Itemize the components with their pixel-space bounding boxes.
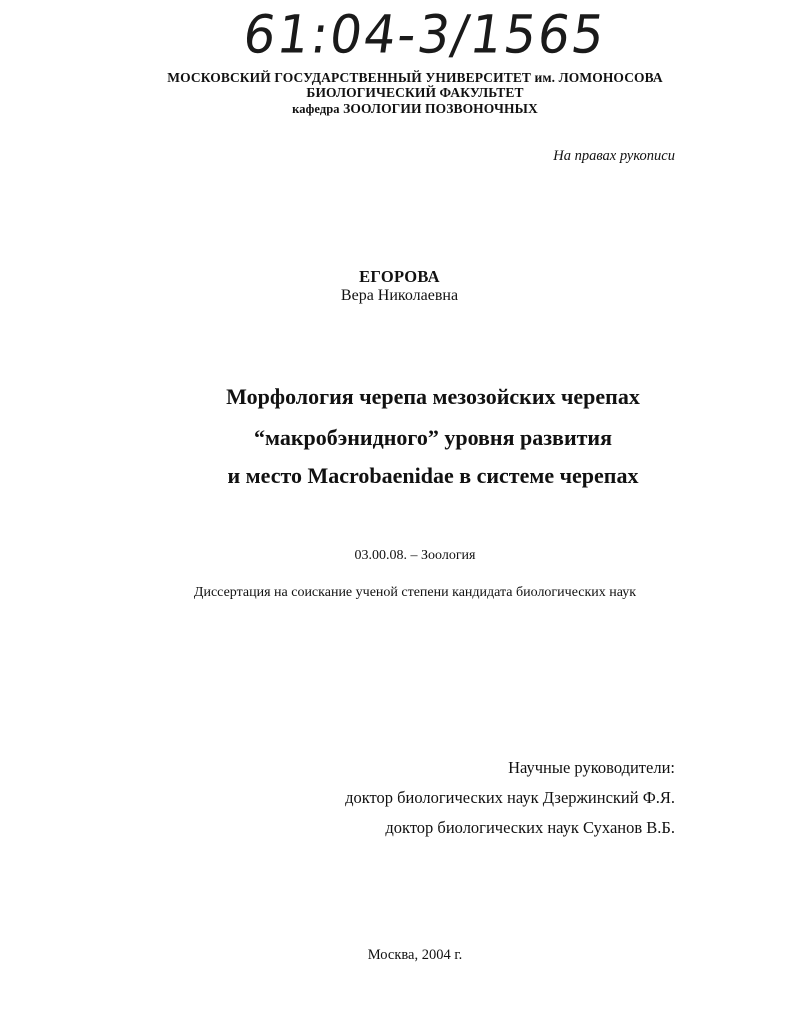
university-name: МОСКОВСКИЙ ГОСУДАРСТВЕННЫЙ УНИВЕРСИТЕТ им. ЛОМОНОСОВА bbox=[167, 70, 663, 85]
department-line bbox=[160, 101, 670, 117]
place-and-year: Москва, 2004 г. bbox=[367, 947, 463, 963]
department-name: ЗООЛОГИИ ПОЗВОНОЧНЫХ bbox=[343, 101, 538, 116]
author-surname: ЕГОРОВА bbox=[359, 267, 440, 286]
department-prefix: кафедра bbox=[292, 102, 340, 116]
advisors-heading: Научные руководители: bbox=[508, 758, 675, 777]
faculty-name: БИОЛОГИЧЕСКИЙ ФАКУЛЬТЕТ bbox=[306, 85, 524, 100]
archive-code-handwritten: 61:04-3/1565 bbox=[239, 4, 611, 65]
title-line-2: “макробэнидного” уровня развития bbox=[253, 425, 612, 450]
title-line-1: Морфология черепа мезозойских черепах bbox=[226, 384, 640, 409]
thesis-type: Диссертация на соискание ученой степени кандидата биологических наук bbox=[193, 585, 637, 600]
advisor-item: доктор биологических наук Дзержинский Ф.Я. bbox=[345, 788, 675, 807]
manuscript-rights-note: На правах рукописи bbox=[553, 148, 675, 164]
title-line-3: и место Macrobaenidae в системе черепах bbox=[227, 463, 639, 488]
advisor-item: доктор биологических наук Суханов В.Б. bbox=[385, 818, 675, 837]
specialty-code: 03.00.08. – Зоология bbox=[354, 548, 476, 563]
author-given-names: Вера Николаевна bbox=[340, 287, 459, 304]
